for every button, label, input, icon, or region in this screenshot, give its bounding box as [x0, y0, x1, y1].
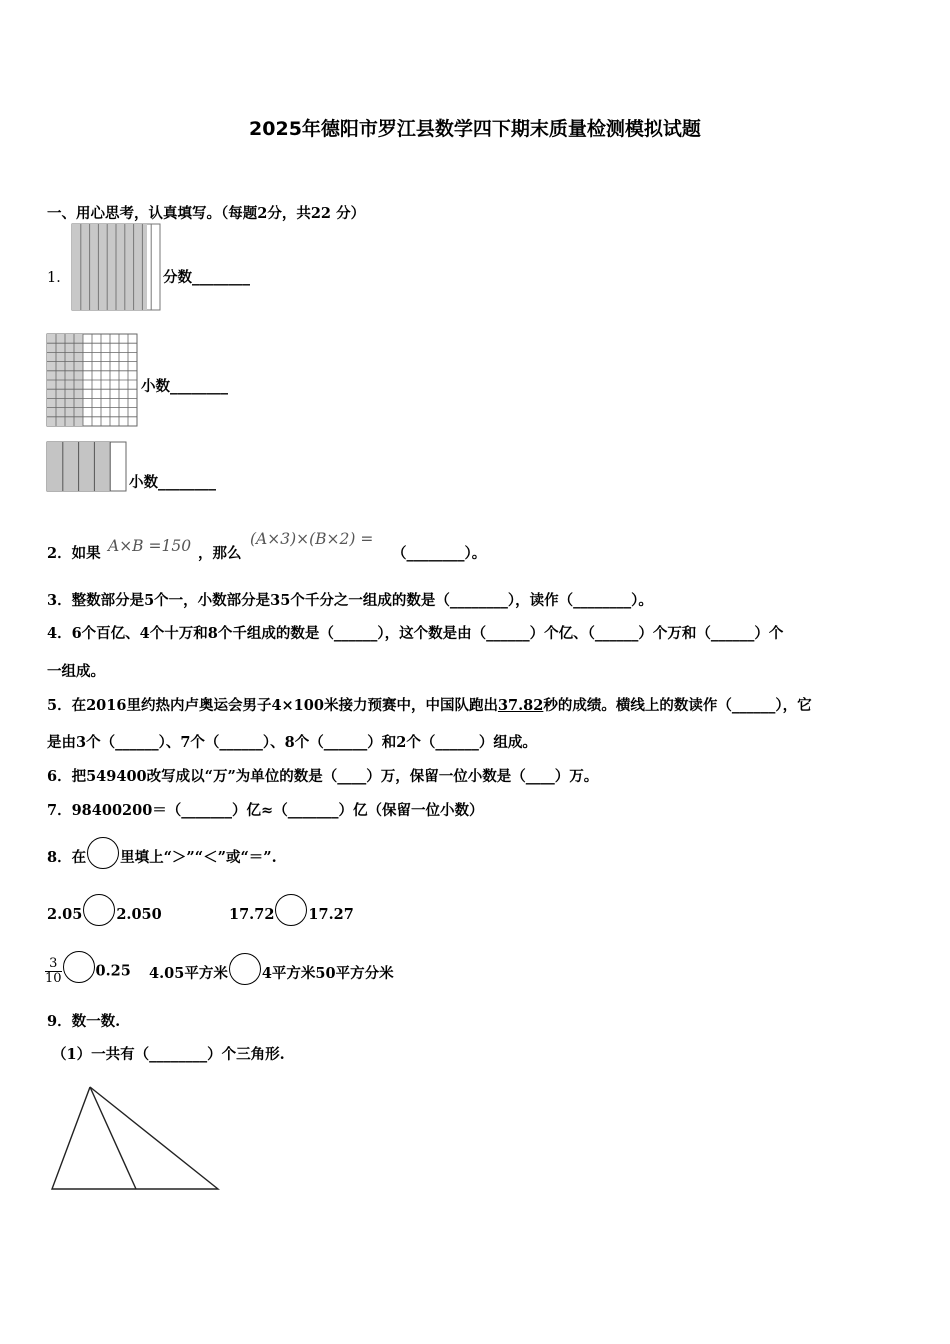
q8-row2-a — [45, 957, 131, 986]
fraction-numerator: 3 — [45, 957, 62, 972]
fraction — [45, 957, 62, 986]
q8-instruction — [47, 846, 277, 869]
q8-row1-b-right: 17.27 — [308, 906, 354, 923]
comparison-circle — [87, 837, 119, 869]
q9-sub-1: （1）一共有（________）个三角形. — [52, 1046, 285, 1063]
q8-row2-b-left: 4.05平方米 — [149, 965, 228, 982]
page-title: 2025年德阳市罗江县数学四下期末质量检测模拟试题 — [249, 118, 701, 140]
q8-row2-a-right: 0.25 — [95, 962, 131, 980]
q5-line-1-post: 秒的成绩。横线上的数读作（______），它 — [543, 697, 812, 714]
section-heading: 一、用心思考，认真填写。（每题2分，共22 分） — [47, 205, 366, 222]
q5-line-2: 是由3个（______）、7个（______）、8个（______）和2个（______）组成。 — [47, 734, 537, 751]
q4-line-1: 4．6个百亿、4个十万和8个千组成的数是（______），这个数是由（______）个亿、（______）个万和（______）个 — [47, 625, 784, 642]
q1-figure-strips — [72, 224, 160, 310]
q4-line-2: 一组成。 — [47, 663, 105, 680]
q8-row1-a — [47, 904, 162, 926]
q1-number: 1． — [47, 270, 71, 286]
q1-figure-grid — [47, 334, 137, 426]
q1-label-decimal-b: 小数________ — [129, 474, 216, 491]
q8-pre: 8．在 — [47, 849, 87, 866]
q2-expression-2: (A×3)×(B×2) = — [250, 530, 374, 548]
q8-row1-b — [229, 904, 354, 926]
q8-row1-a-left: 2.05 — [47, 906, 83, 923]
q9-text: 9．数一数. — [47, 1013, 121, 1030]
q5-line-1 — [47, 694, 812, 715]
comparison-circle[interactable] — [229, 953, 261, 985]
q1-label-decimal-a: 小数________ — [141, 378, 228, 395]
comparison-circle[interactable] — [63, 951, 95, 983]
q2-prefix: 2．如果 — [47, 545, 101, 562]
q7-text: 7．98400200＝（_______）亿≈（_______）亿（保留一位小数） — [47, 802, 484, 819]
q8-row1-b-left: 17.72 — [229, 906, 275, 923]
comparison-circle[interactable] — [275, 894, 307, 926]
q8-row1-a-right: 2.050 — [116, 906, 162, 923]
q2-answer-blank: （________）。 — [392, 545, 487, 562]
q6-text: 6．把549400改写成以“万”为单位的数是（____）万，保留一位小数是（____）万。 — [47, 768, 599, 785]
fraction-denominator: 10 — [45, 971, 62, 986]
q8-post: 里填上“＞”“＜”或“＝”. — [120, 849, 277, 866]
q1-label-fraction: 分数________ — [163, 269, 250, 286]
q5-underlined-number: 37.82 — [497, 697, 544, 714]
triangle-figure — [50, 1085, 222, 1193]
q2-mid: ，那么 — [198, 545, 242, 562]
q8-row2-b-right: 4平方米50平方分米 — [261, 965, 394, 982]
q2-expression-1: A×B =150 — [108, 537, 192, 555]
comparison-circle[interactable] — [83, 894, 115, 926]
q3-text: 3．整数部分是5个一，小数部分是35个千分之一组成的数是（________），读作（________）。 — [47, 592, 653, 609]
q5-line-1-pre: 5．在2016里约热内卢奥运会男子4×100米接力预赛中，中国队跑出 — [47, 697, 498, 714]
q1-figure-bars — [47, 442, 126, 491]
q8-row2-b — [149, 962, 394, 985]
